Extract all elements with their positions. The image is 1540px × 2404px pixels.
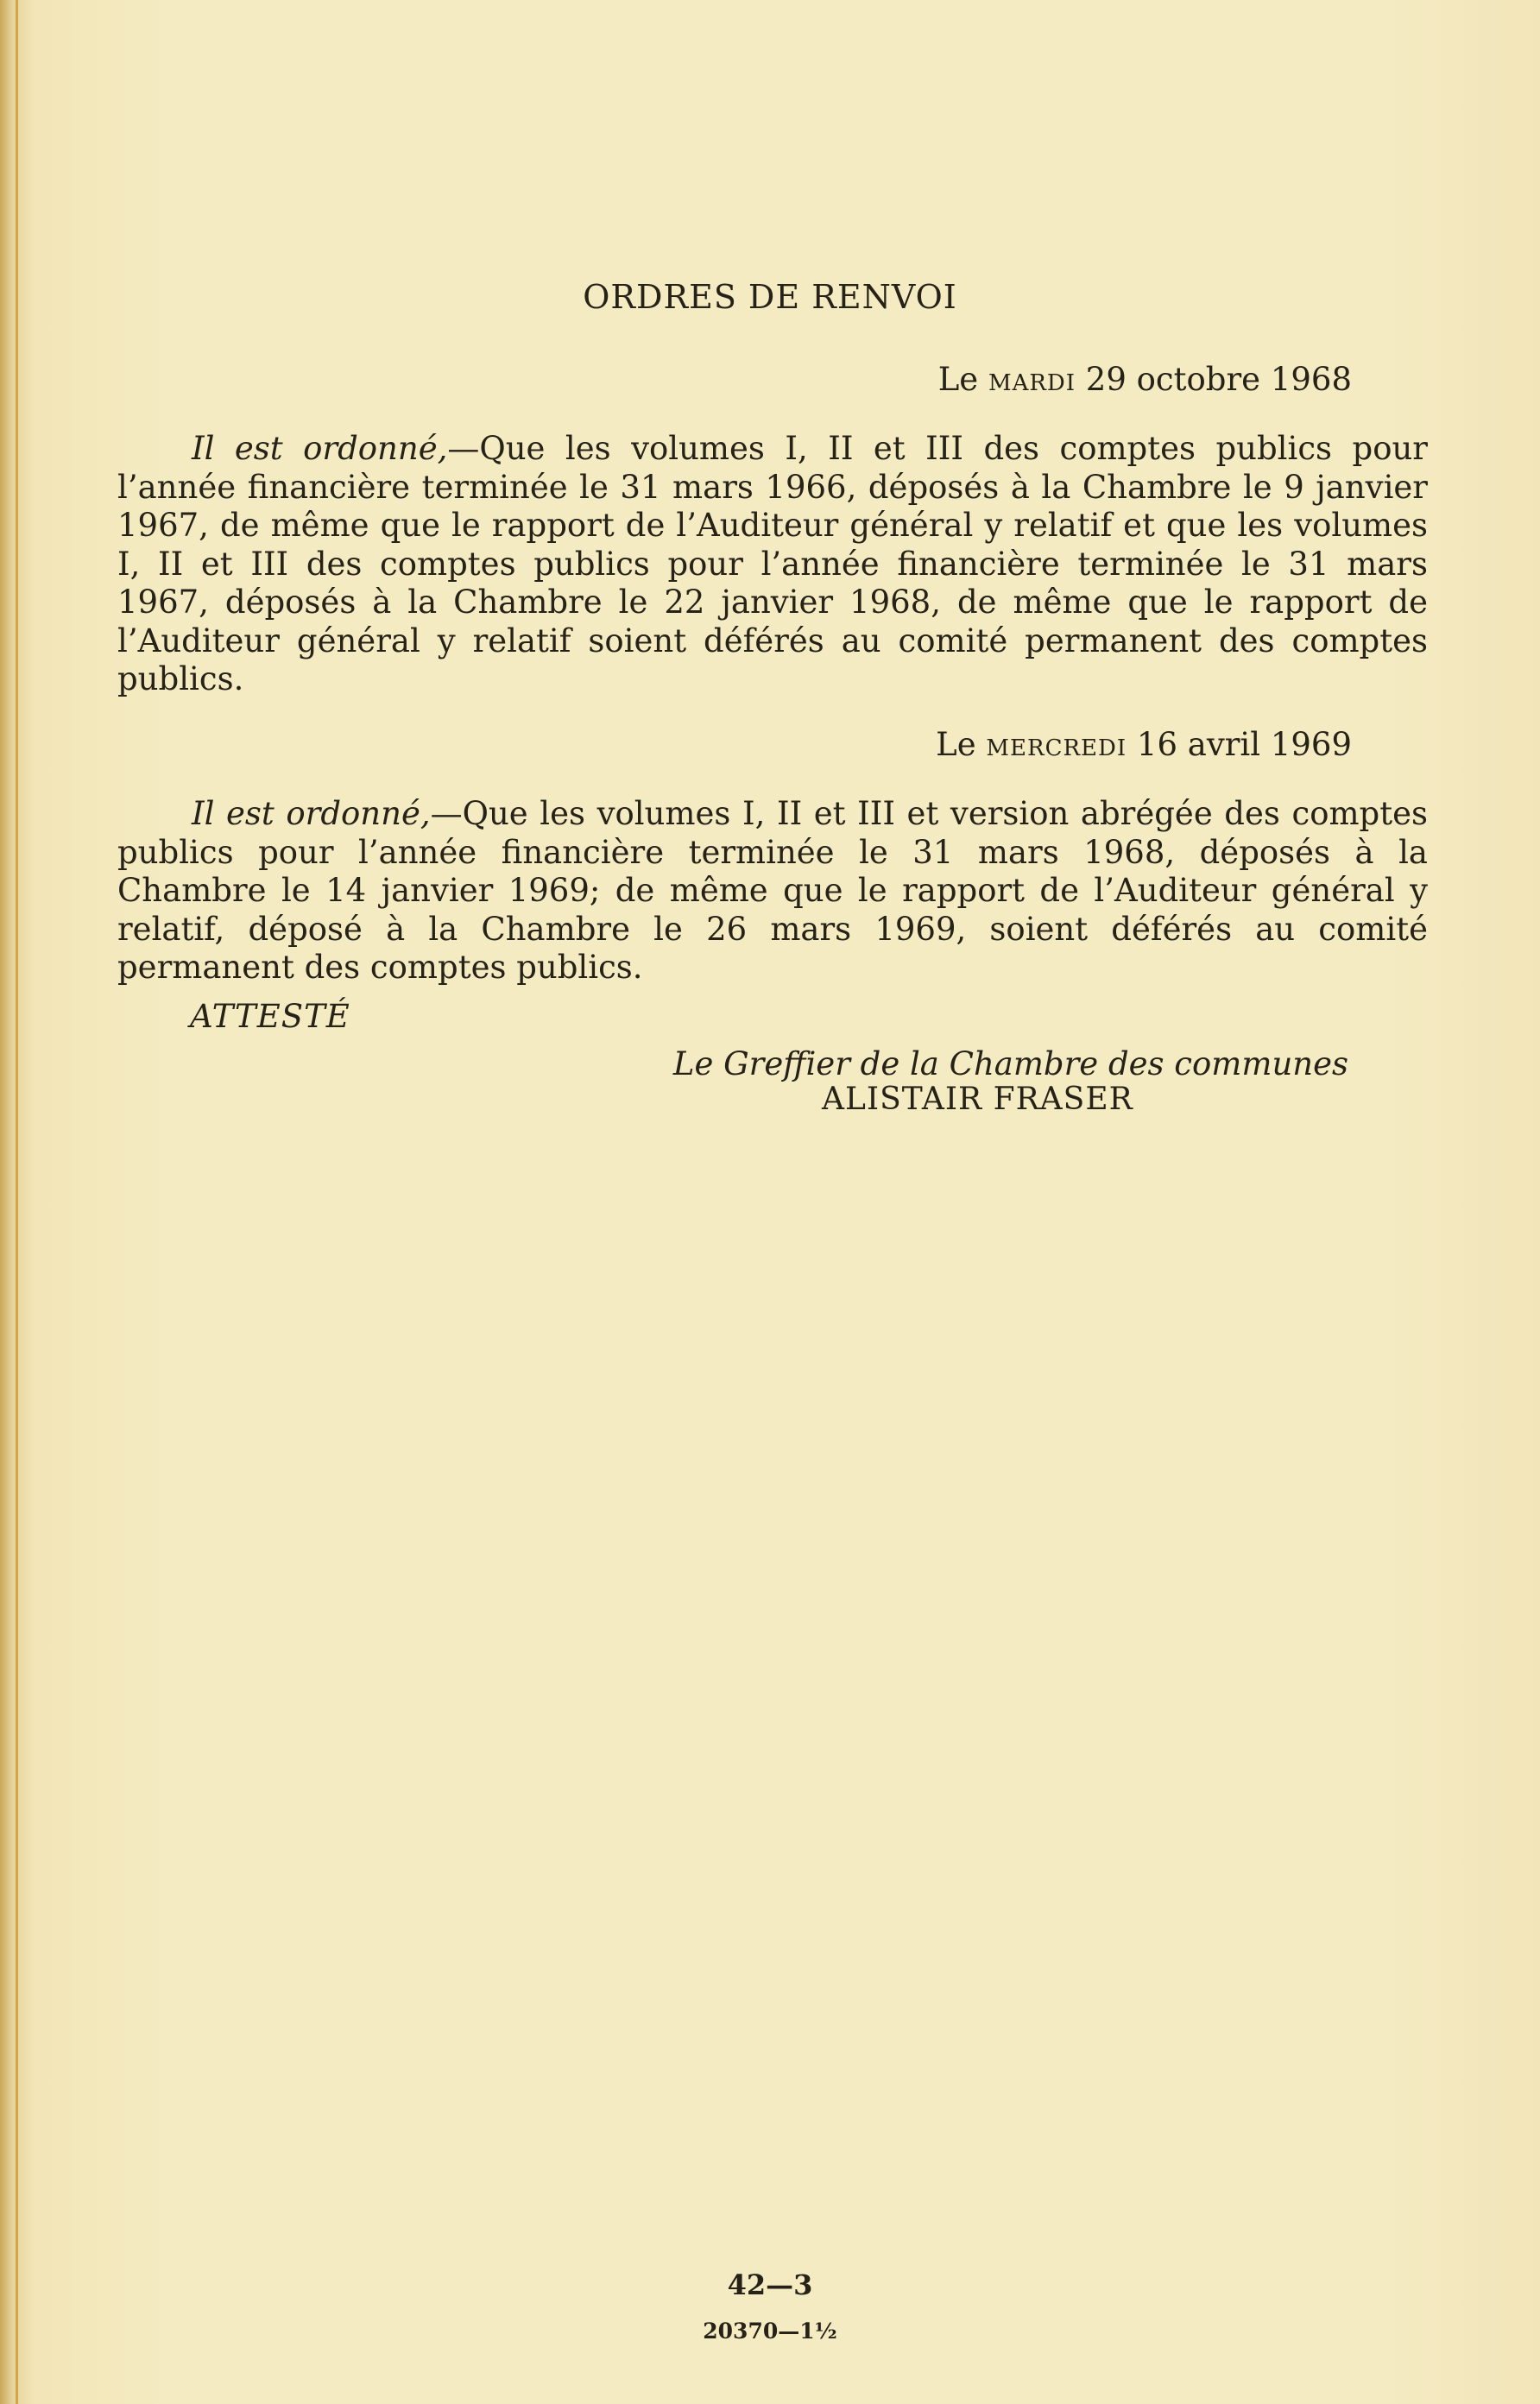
date-line-1 <box>938 361 1352 398</box>
order-paragraph-1 <box>117 430 1428 699</box>
date-2-rest: 16 avril 1969 <box>1127 726 1352 763</box>
order-1-lead: Il est ordonné, <box>192 430 448 467</box>
page-heading: ORDRES DE RENVOI <box>583 278 957 316</box>
date-1-prefix: Le <box>937 361 988 398</box>
clerk-name: ALISTAIR FRASER <box>822 1082 1133 1117</box>
binding-edge <box>16 0 18 2404</box>
order-2-text: —Que les volumes I, II et III et version abrégée des comptes publics pour l’année financière terminée le 31 mars 1968, déposés à la Chambre le 14 janvier 1969; de même que le rapport de l’Auditeur général y relatif, déposé à la Chambre le 26 mars 1969, soient déférés au comité permanent des comptes publics. <box>117 795 1428 986</box>
folio-page-number: 42—3 <box>727 2268 813 2301</box>
order-paragraph-2 <box>117 795 1428 987</box>
clerk-title: Le Greffier de la Chambre des communes <box>672 1045 1348 1082</box>
folio-print-code: 20370—1½ <box>703 2319 837 2344</box>
order-2-lead: Il est ordonné, <box>192 795 431 832</box>
attest-label: ATTESTÉ <box>190 998 350 1035</box>
date-2-prefix: Le <box>936 726 987 763</box>
order-1-text: —Que les volumes I, II et III des comptes publics pour l’année financière terminée le 31 mars 1966, déposés à la Chambre le 9 janvier 1967, de même que le rapport de l’Auditeur général y relatif et que les volumes I, II et III des comptes publics pour l’année financière terminée le 31 mars 1967, déposés à la Chambre le 22 janvier 1968, de même que le rapport de l’Auditeur général y relatif soient déférés au comité permanent des comptes publics. <box>117 430 1428 697</box>
date-2-weekday: MERCREDI <box>986 735 1127 761</box>
date-line-2 <box>936 726 1352 763</box>
date-1-rest: 29 octobre 1968 <box>1076 361 1352 398</box>
date-1-weekday: MARDI <box>988 370 1076 396</box>
